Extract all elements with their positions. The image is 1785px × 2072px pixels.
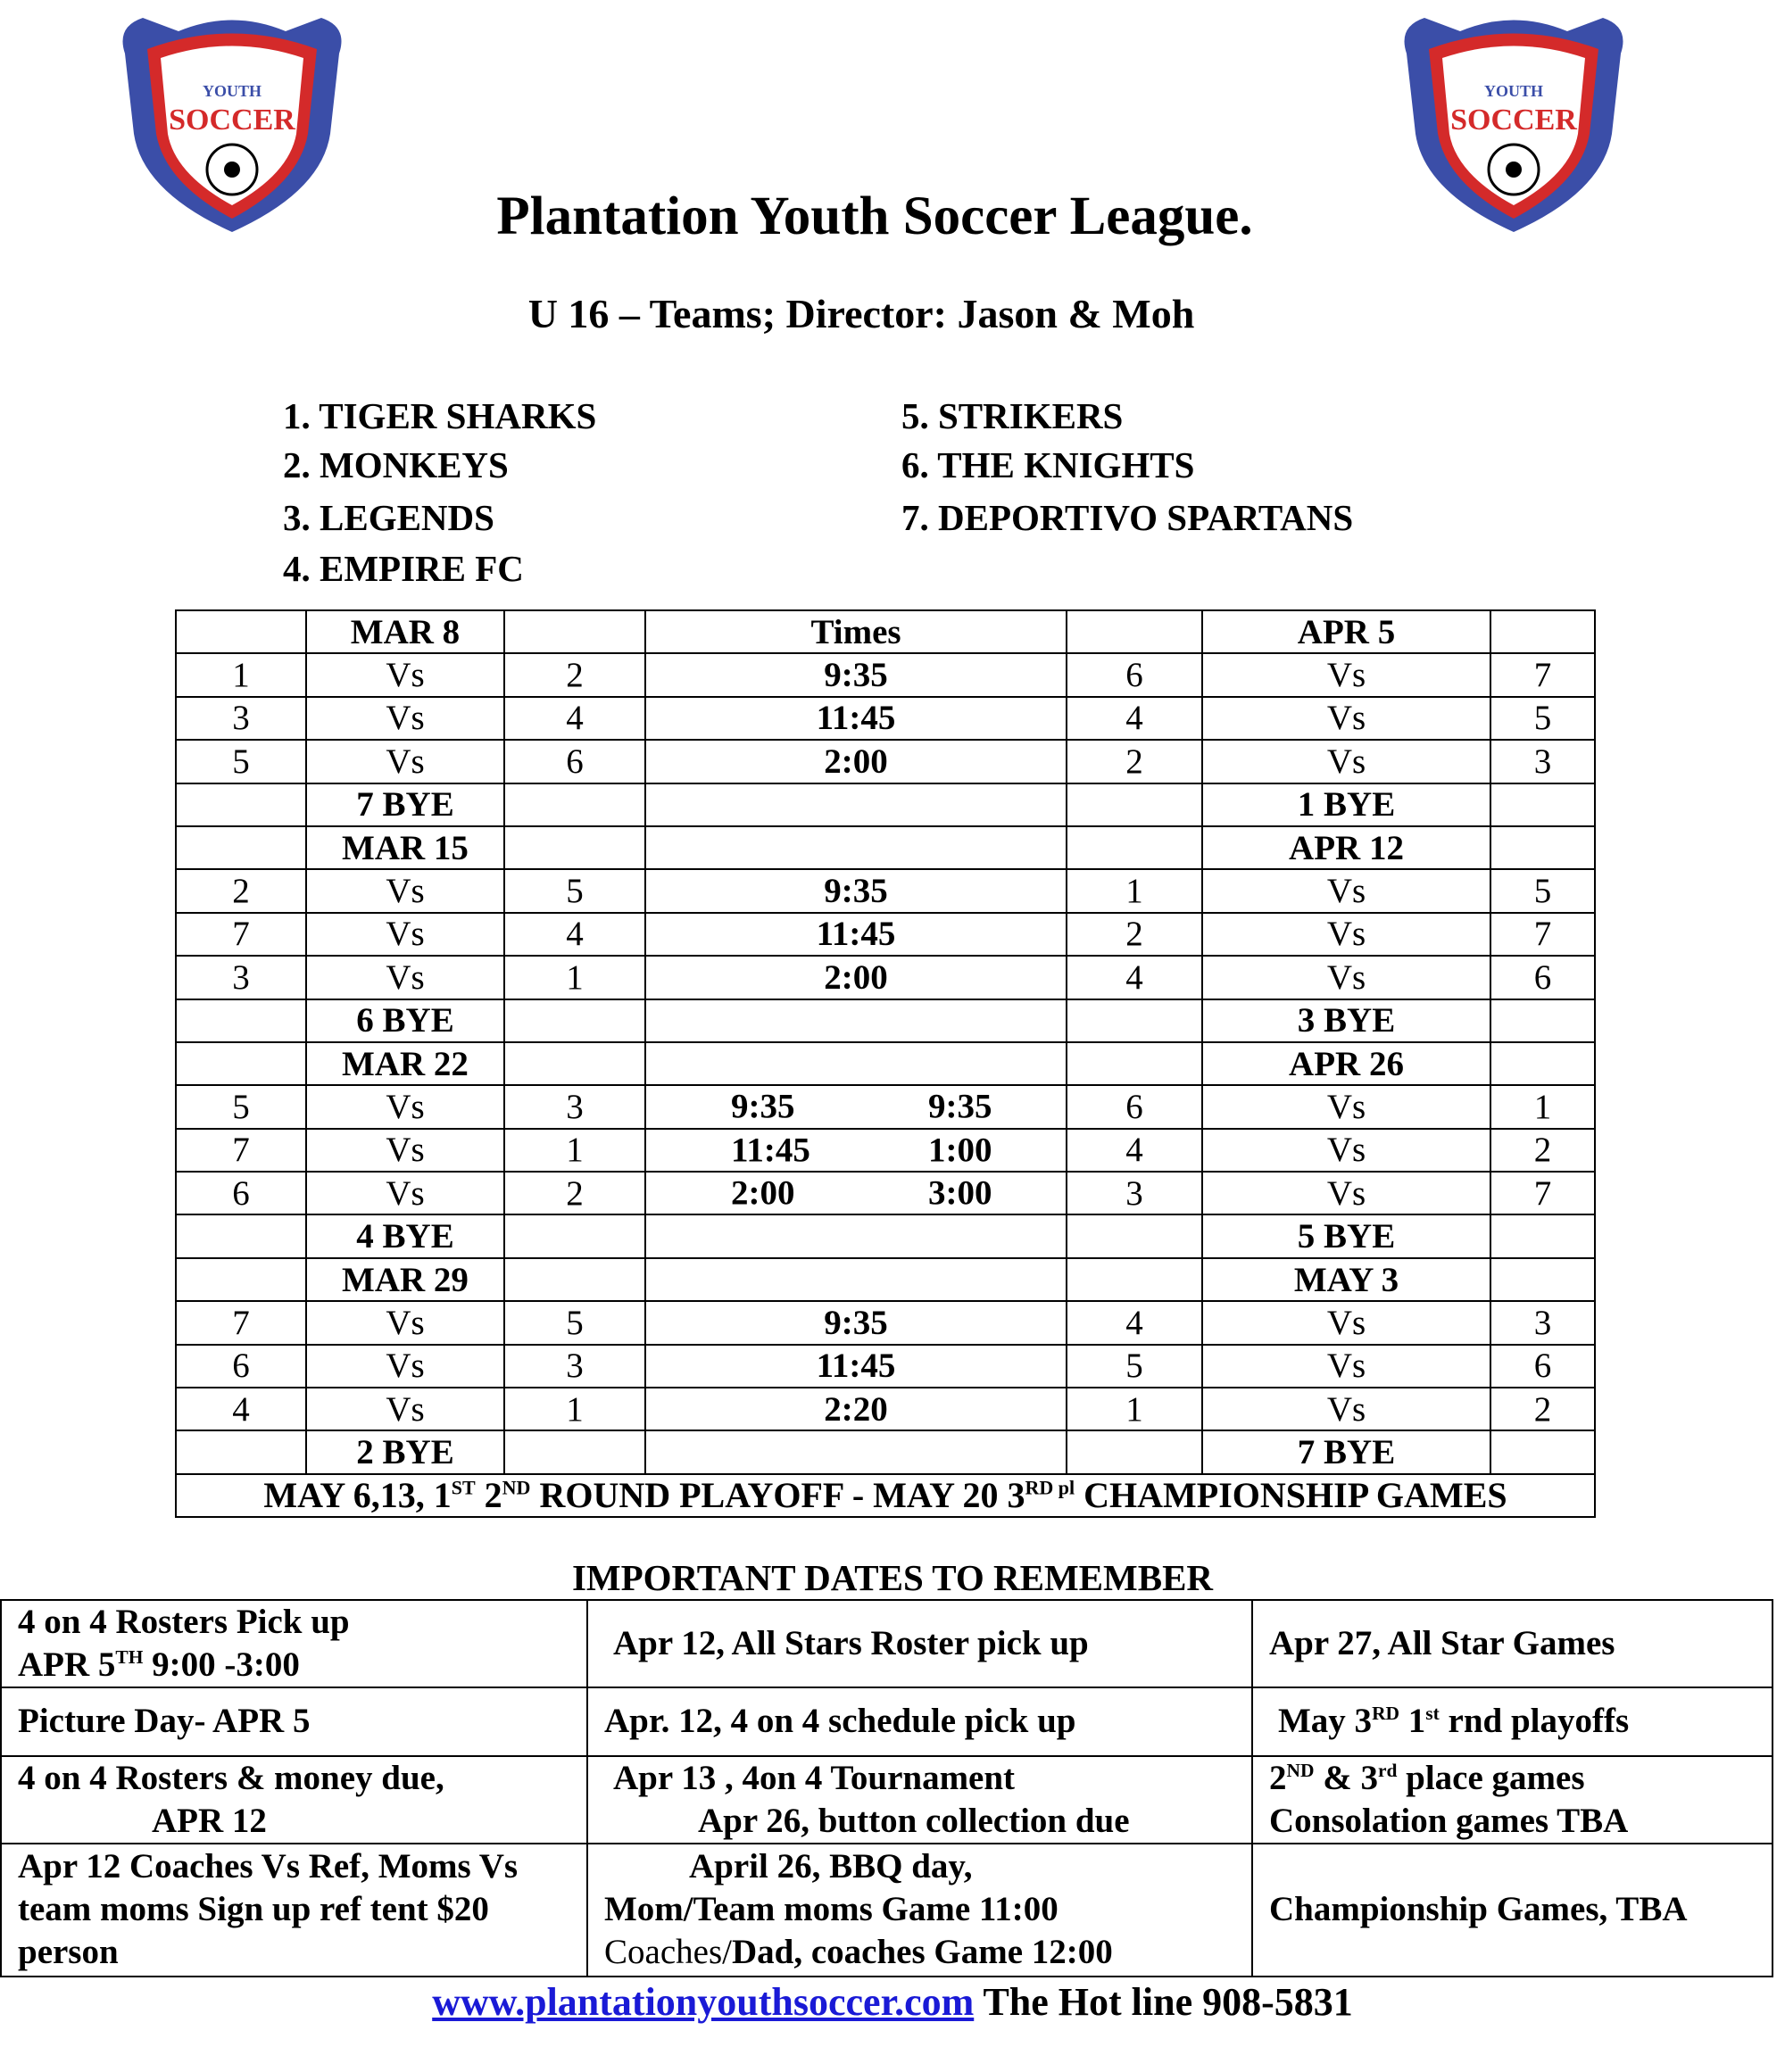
schedule-row [176, 999, 1595, 1042]
footer [0, 1979, 1785, 2025]
schedule-cell: Vs [1202, 1301, 1490, 1344]
team-2: 2. MONKEYS [283, 444, 509, 485]
schedule-row [176, 1345, 1595, 1388]
schedule-cell [1067, 783, 1202, 826]
schedule-cell: Vs [1202, 869, 1490, 912]
schedule-cell: 1 [1067, 1388, 1202, 1430]
schedule-cell: 11:45 [645, 1345, 1067, 1388]
schedule-cell [1067, 1214, 1202, 1257]
schedule-row [176, 1301, 1595, 1344]
schedule-cell [645, 1214, 1067, 1257]
schedule-cell: 6 BYE [306, 999, 504, 1042]
schedule-row [176, 1172, 1595, 1214]
schedule-cell: 9:35 [645, 1301, 1067, 1344]
schedule-row [176, 869, 1595, 912]
schedule-cell: 2 [1490, 1388, 1595, 1430]
schedule-cell: 4 [1067, 956, 1202, 999]
schedule-row [176, 826, 1595, 869]
schedule-cell: 1 [504, 1129, 645, 1172]
schedule-cell: Vs [1202, 740, 1490, 783]
schedule-cell: 1 [1490, 1085, 1595, 1128]
schedule-cell: 5 [176, 740, 306, 783]
schedule-cell: Vs [1202, 697, 1490, 740]
schedule-cell [176, 826, 306, 869]
schedule-cell: MAR 15 [306, 826, 504, 869]
schedule-cell [176, 999, 306, 1042]
schedule-date-right: APR 5 [1202, 610, 1490, 653]
schedule-row [176, 653, 1595, 696]
schedule-cell [504, 783, 645, 826]
schedule-cell [645, 1129, 1067, 1172]
schedule-cell [645, 1172, 1067, 1214]
schedule-row [176, 956, 1595, 999]
schedule-cell: 5 [504, 869, 645, 912]
dates-row [1, 1687, 1773, 1756]
schedule-cell: 2:20 [645, 1388, 1067, 1430]
schedule-cell [504, 999, 645, 1042]
dates-cell: April 26, BBQ day, Mom/Team moms Game 11:00 Coaches/Dad, coaches Game 12:00 [587, 1844, 1252, 1977]
schedule-cell: 11:45 [645, 913, 1067, 956]
svg-text:YOUTH: YOUTH [202, 82, 262, 100]
schedule-cell [645, 1042, 1067, 1085]
schedule-cell: Vs [1202, 653, 1490, 696]
time-slot-alt: 3:00 [928, 1173, 992, 1213]
svg-text:PLANTATION: PLANTATION [173, 54, 291, 74]
schedule-cell: 4 [504, 913, 645, 956]
schedule-cell: 5 [504, 1301, 645, 1344]
schedule-cell: Vs [306, 956, 504, 999]
team-1: 1. TIGER SHARKS [283, 395, 597, 436]
schedule-cell: Vs [306, 869, 504, 912]
schedule-cell [1067, 1042, 1202, 1085]
team-5: 5. STRIKERS [901, 395, 1124, 436]
schedule-cell: 4 [176, 1388, 306, 1430]
dates-cell: Apr. 12, 4 on 4 schedule pick up [587, 1687, 1252, 1756]
schedule-cell: 1 [504, 956, 645, 999]
schedule-cell: MAY 3 [1202, 1258, 1490, 1301]
schedule-cell: 7 BYE [1202, 1430, 1490, 1473]
dates-cell: Apr 12 Coaches Vs Ref, Moms Vs team moms Sign up ref tent $20 person [1, 1844, 587, 1977]
schedule-cell: Vs [1202, 1129, 1490, 1172]
time-slot: 9:35 [731, 1087, 795, 1126]
schedule-cell: 2 [504, 653, 645, 696]
schedule-cell [1490, 1258, 1595, 1301]
schedule-cell: 3 [504, 1345, 645, 1388]
schedule-cell: Vs [1202, 956, 1490, 999]
schedule-cell: 4 [504, 697, 645, 740]
schedule-row [176, 1214, 1595, 1257]
time-slot: 11:45 [731, 1131, 810, 1170]
schedule-cell: 1 [1067, 869, 1202, 912]
schedule-cell: APR 26 [1202, 1042, 1490, 1085]
schedule-row [176, 913, 1595, 956]
schedule-cell: 7 [176, 1129, 306, 1172]
schedule-cell: Vs [306, 1345, 504, 1388]
schedule-cell: 3 [176, 956, 306, 999]
schedule-cell: 5 [176, 1085, 306, 1128]
schedule-cell: Vs [306, 1129, 504, 1172]
schedule-row [176, 1042, 1595, 1085]
schedule-cell [1067, 1430, 1202, 1473]
schedule-cell [1490, 826, 1595, 869]
hotline-text: The Hot line 908-5831 [974, 1980, 1353, 2024]
website-link[interactable]: www.plantationyouthsoccer.com [432, 1980, 975, 2024]
schedule-cell: 9:35 [645, 653, 1067, 696]
schedule-cell: 3 BYE [1202, 999, 1490, 1042]
schedule-cell: 7 [176, 1301, 306, 1344]
schedule-table [175, 609, 1596, 1518]
schedule-cell: 2 [504, 1172, 645, 1214]
playoff-info: MAY 6,13, 1ST 2ND ROUND PLAYOFF - MAY 20 $3^{RD pl}$ CHAMPIONSHIP GAMES [176, 1474, 1595, 1517]
schedule-cell [1490, 783, 1595, 826]
schedule-cell: 7 [1490, 913, 1595, 956]
schedule-cell [1490, 999, 1595, 1042]
schedule-cell: Vs [306, 1301, 504, 1344]
schedule-cell: 7 BYE [306, 783, 504, 826]
schedule-cell: Vs [1202, 1085, 1490, 1128]
schedule-cell: 7 [1490, 653, 1595, 696]
schedule-cell [504, 1214, 645, 1257]
team-7: 7. DEPORTIVO SPARTANS [901, 497, 1354, 538]
schedule-cell: 11:45 [645, 697, 1067, 740]
team-3: 3. LEGENDS [283, 497, 494, 538]
schedule-cell [1490, 1430, 1595, 1473]
schedule-cell: Vs [306, 697, 504, 740]
schedule-cell: 1 BYE [1202, 783, 1490, 826]
schedule-cell: 4 [1067, 1301, 1202, 1344]
schedule-cell [645, 999, 1067, 1042]
schedule-cell: 9:35 [645, 869, 1067, 912]
schedule-cell: 6 [1067, 653, 1202, 696]
dates-cell: Apr 12, All Stars Roster pick up [587, 1600, 1252, 1687]
page-subtitle: U 16 – Teams; Director: Jason & Moh [527, 291, 1195, 336]
svg-text:SOCCER: SOCCER [1450, 104, 1577, 137]
dates-row [1, 1600, 1773, 1687]
schedule-cell [504, 1042, 645, 1085]
schedule-cell [645, 1258, 1067, 1301]
schedule-cell [1067, 826, 1202, 869]
important-dates-title: IMPORTANT DATES TO REMEMBER [571, 1557, 1214, 1598]
schedule-cell: 3 [504, 1085, 645, 1128]
team-4: 4. EMPIRE FC [283, 548, 524, 589]
schedule-row [176, 1388, 1595, 1430]
schedule-cell: Vs [306, 1172, 504, 1214]
times-header: Times [645, 610, 1067, 653]
schedule-cell [176, 1214, 306, 1257]
playoff-row [176, 1474, 1595, 1517]
schedule-cell: Vs [306, 913, 504, 956]
time-slot-alt: 9:35 [928, 1087, 992, 1126]
schedule-date-left: MAR 8 [306, 610, 504, 653]
important-dates-table [0, 1599, 1773, 1977]
schedule-row [176, 697, 1595, 740]
schedule-cell: 1 [504, 1388, 645, 1430]
schedule-cell: 5 [1490, 697, 1595, 740]
dates-cell: 2ND & 3rd place games Consolation games TBA [1252, 1756, 1773, 1844]
schedule-cell: 3 [1067, 1172, 1202, 1214]
schedule-cell [1490, 1214, 1595, 1257]
schedule-cell: 7 [1490, 1172, 1595, 1214]
schedule-cell: 7 [176, 913, 306, 956]
schedule-cell: 6 [1490, 1345, 1595, 1388]
schedule-cell: 3 [1490, 1301, 1595, 1344]
schedule-cell [645, 826, 1067, 869]
schedule-cell [504, 1430, 645, 1473]
schedule-cell [1067, 1258, 1202, 1301]
schedule-row [176, 1129, 1595, 1172]
schedule-cell: 4 BYE [306, 1214, 504, 1257]
schedule-cell: Vs [306, 1388, 504, 1430]
svg-text:PLANTATION: PLANTATION [1455, 54, 1573, 74]
schedule-cell [176, 783, 306, 826]
time-slot-alt: 1:00 [928, 1131, 992, 1170]
dates-cell: Apr 13 , 4on 4 Tournament Apr 26, button collection due [587, 1756, 1252, 1844]
schedule-row [176, 783, 1595, 826]
schedule-row [176, 1258, 1595, 1301]
schedule-cell [504, 826, 645, 869]
svg-text:YOUTH: YOUTH [1483, 82, 1544, 100]
schedule-cell [1490, 1042, 1595, 1085]
schedule-cell [504, 1258, 645, 1301]
dates-cell: Apr 27, All Star Games [1252, 1600, 1773, 1687]
time-slot: 2:00 [731, 1173, 795, 1213]
schedule-cell: 2 [1067, 740, 1202, 783]
svg-text:SOCCER: SOCCER [169, 104, 295, 137]
schedule-cell: Vs [1202, 1345, 1490, 1388]
schedule-cell [645, 783, 1067, 826]
schedule-cell: 2:00 [645, 740, 1067, 783]
dates-cell: Picture Day- APR 5 [1, 1687, 587, 1756]
schedule-cell: 4 [1067, 1129, 1202, 1172]
schedule-cell: 6 [1490, 956, 1595, 999]
dates-cell: May 3RD 1st rnd playoffs [1252, 1687, 1773, 1756]
schedule-cell: MAR 22 [306, 1042, 504, 1085]
schedule-cell: 2:00 [645, 956, 1067, 999]
schedule-cell: Vs [1202, 913, 1490, 956]
schedule-cell: 2 [176, 869, 306, 912]
team-6: 6. THE KNIGHTS [901, 444, 1195, 485]
dates-cell: Championship Games, TBA [1252, 1844, 1773, 1977]
schedule-cell: 3 [1490, 740, 1595, 783]
schedule-cell: 6 [504, 740, 645, 783]
schedule-cell: APR 12 [1202, 826, 1490, 869]
schedule-cell: MAR 29 [306, 1258, 504, 1301]
dates-row [1, 1756, 1773, 1844]
schedule-cell: 2 [1067, 913, 1202, 956]
schedule-row [176, 740, 1595, 783]
schedule-cell: 6 [176, 1172, 306, 1214]
schedule-cell: Vs [306, 653, 504, 696]
dates-row [1, 1844, 1773, 1977]
schedule-cell: Vs [306, 740, 504, 783]
schedule-cell: 6 [1067, 1085, 1202, 1128]
schedule-cell: 5 [1490, 869, 1595, 912]
schedule-cell [1067, 999, 1202, 1042]
schedule-cell: 1 [176, 653, 306, 696]
schedule-cell [645, 1430, 1067, 1473]
schedule-cell: 4 [1067, 697, 1202, 740]
schedule-cell: 5 BYE [1202, 1214, 1490, 1257]
dates-cell: 4 on 4 Rosters Pick up APR 5TH 9:00 -3:00 [1, 1600, 587, 1687]
schedule-cell: Vs [1202, 1388, 1490, 1430]
schedule-row [176, 1430, 1595, 1473]
schedule-cell: Vs [306, 1085, 504, 1128]
schedule-cell [176, 1258, 306, 1301]
schedule-row [176, 1085, 1595, 1128]
dates-cell: 4 on 4 Rosters & money due, APR 12 [1, 1756, 587, 1844]
schedule-cell: 2 [1490, 1129, 1595, 1172]
schedule-cell: 5 [1067, 1345, 1202, 1388]
schedule-cell: Vs [1202, 1172, 1490, 1214]
schedule-cell [176, 1042, 306, 1085]
page-title: Plantation Youth Soccer League. [496, 186, 1253, 246]
schedule-header-row [176, 610, 1595, 653]
schedule-cell: 6 [176, 1345, 306, 1388]
schedule-cell: 3 [176, 697, 306, 740]
schedule-cell: 2 BYE [306, 1430, 504, 1473]
schedule-cell [176, 1430, 306, 1473]
schedule-cell [645, 1085, 1067, 1128]
